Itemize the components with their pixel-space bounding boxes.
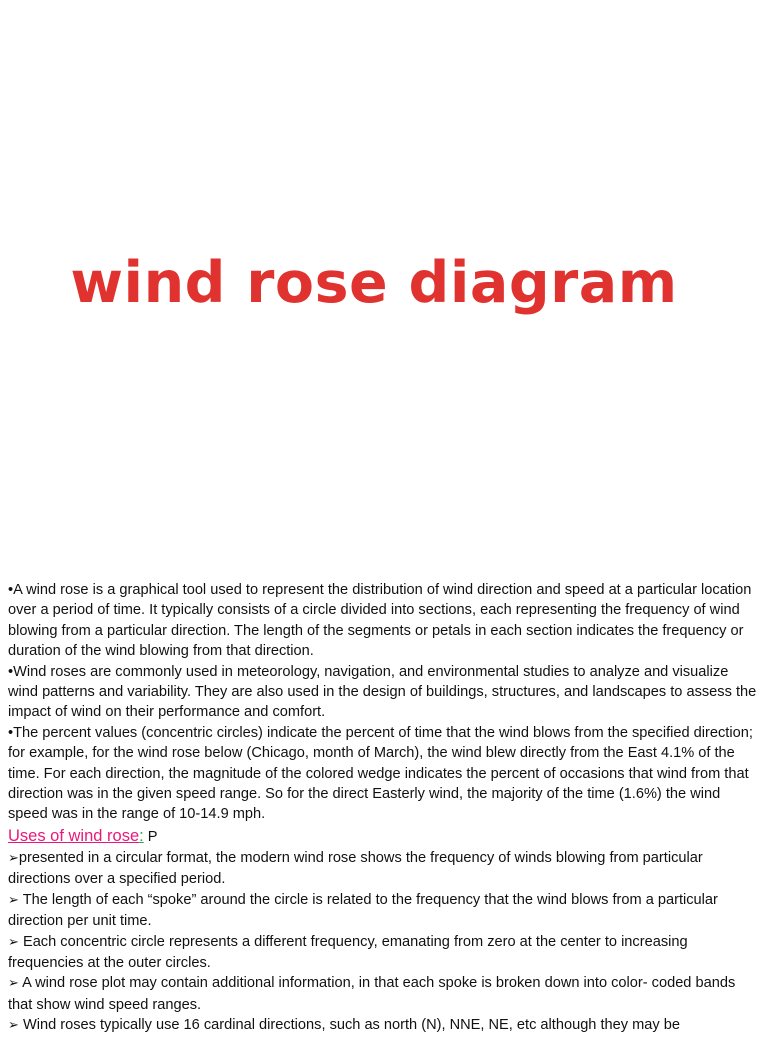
uses-heading-label: Uses of wind rose [8, 826, 140, 845]
bullet-item [8, 973, 760, 1015]
bullet-text: Each concentric circle represents a different frequency, emanating from zero at the center to increasing frequencies at the outer circles. [8, 933, 688, 971]
arrow-bullet-icon: ➢ [8, 850, 19, 866]
paragraph: •The percent values (concentric circles) indicate the percent of time that the wind blows from the specified direction; for example, for the wind rose below (Chicago, month of March), the wind blew directly from the East 4.1% of the time. For each direction, the magnitude of the colored wedge indicates the percent of occasions that wind from that direction was in the given speed range. So for the direct Easterly wind, the majority of the time (1.6%) the wind speed was in the range of 10-14.9 mph. [8, 724, 753, 823]
bullet-item [8, 932, 760, 974]
paragraph: •Wind roses are commonly used in meteorology, navigation, and environmental studies to analyze and visualize wind patterns and variability. They are also used in the design of buildings, structures, and landscapes to assess the impact of wind on their performance and comfort. [8, 663, 757, 721]
arrow-bullet-icon: ➢ [8, 892, 19, 908]
body-text [8, 580, 760, 1037]
arrow-bullet-icon: ➢ [8, 934, 19, 950]
bullet-item [8, 1015, 760, 1036]
bullet-text: The length of each “spoke” around the circle is related to the frequency that the wind blows from a particular direction per unit time. [8, 891, 718, 930]
arrow-bullet-icon: ➢ [8, 976, 19, 992]
uses-heading-colon: : [139, 826, 144, 845]
bullet-text: presented in a circular format, the modern wind rose shows the frequency of winds blowing from particular directions over a specified period. [8, 849, 703, 888]
uses-heading-trailing-text: P [143, 828, 158, 845]
uses-heading [8, 825, 760, 848]
bullet-item [8, 890, 760, 932]
arrow-bullet-icon: ➢ [8, 1018, 19, 1034]
bullet-text: A wind rose plot may contain additional information, in that each spoke is broken down into color- coded bands that show wind speed ranges. [8, 975, 736, 1013]
paragraph: •A wind rose is a graphical tool used to represent the distribution of wind direction and speed at a particular location over a period of time. It typically consists of a circle divided into sections, each representing the frequency of wind blowing from a particular direction. The length of the segments or petals in each section indicates the frequency or duration of the wind blowing from that direction. [8, 582, 752, 660]
bullet-text: Wind roses typically use 16 cardinal directions, such as north (N), NNE, NE, etc although they may be [18, 1017, 680, 1034]
page-title: wind rose diagram [70, 250, 678, 316]
bullet-item [8, 848, 760, 890]
